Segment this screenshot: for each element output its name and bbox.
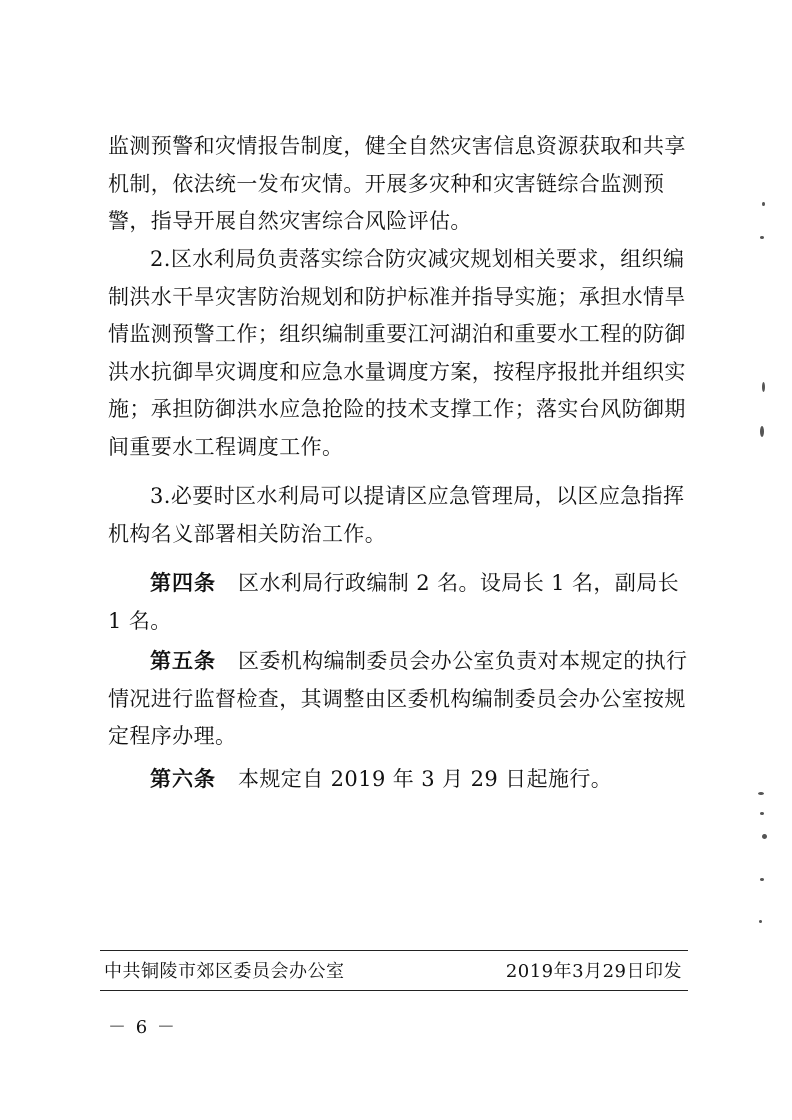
article-six-label: 第六条 — [150, 767, 216, 791]
footer-top-rule — [100, 950, 688, 951]
footer-bottom-rule — [100, 990, 688, 991]
paragraph-emergency-request: 3.必要时区水利局可以提请区应急管理局，以区应急指挥机构名义部署相关防治工作。 — [108, 484, 685, 546]
paragraph-water-bureau-duties: 2.区水利局负责落实综合防灾减灾规划相关要求，组织编制洪水干旱灾害防治规划和防护标准并指导实施；承担水情旱情监测预警工作；组织编制重要江河湖泊和重要水工程的防御洪水抗御旱灾调度和应急水量调度方案，按程序报批并组织实施；承担防御洪水应急抢险的技术支撑工作；落实台风防御期间重要水工程调度工作。 — [108, 247, 686, 459]
paragraph-monitoring: 监测预警和灾情报告制度，健全自然灾害信息资源获取和共享机制，依法统一发布灾情。开展多灾种和灾害链综合监测预警，指导开展自然灾害综合风险评估。 — [108, 134, 686, 233]
article-four-label: 第四条 — [150, 571, 216, 595]
scan-speck — [760, 878, 764, 881]
scan-speck — [762, 382, 765, 392]
scan-speck — [759, 920, 762, 923]
article-five-label: 第五条 — [150, 649, 216, 673]
article-six — [108, 761, 688, 799]
article-four — [108, 565, 688, 640]
scan-speck — [760, 812, 764, 815]
scan-speck — [762, 202, 765, 206]
page-number: － 6 － — [108, 1017, 177, 1038]
scan-speck — [758, 792, 764, 795]
article-five — [108, 643, 688, 756]
footer-issuer: 中共铜陵市郊区委员会办公室 — [104, 961, 345, 982]
footer-issue-date: 2019年3月29日印发 — [505, 961, 682, 982]
scan-speck — [762, 834, 767, 839]
scan-speck — [760, 236, 764, 239]
article-six-text: 本规定自 2019 年 3 月 29 日起施行。 — [238, 767, 613, 791]
article-five-text: 区委机构编制委员会办公室负责对本规定的执行情况进行监督检查，其调整由区委机构编制委员会办公室按规定程序办理。 — [108, 649, 688, 748]
article-four-text: 区水利局行政编制 2 名。设局长 1 名，副局长 1 名。 — [108, 571, 680, 633]
scan-speck — [760, 426, 764, 437]
